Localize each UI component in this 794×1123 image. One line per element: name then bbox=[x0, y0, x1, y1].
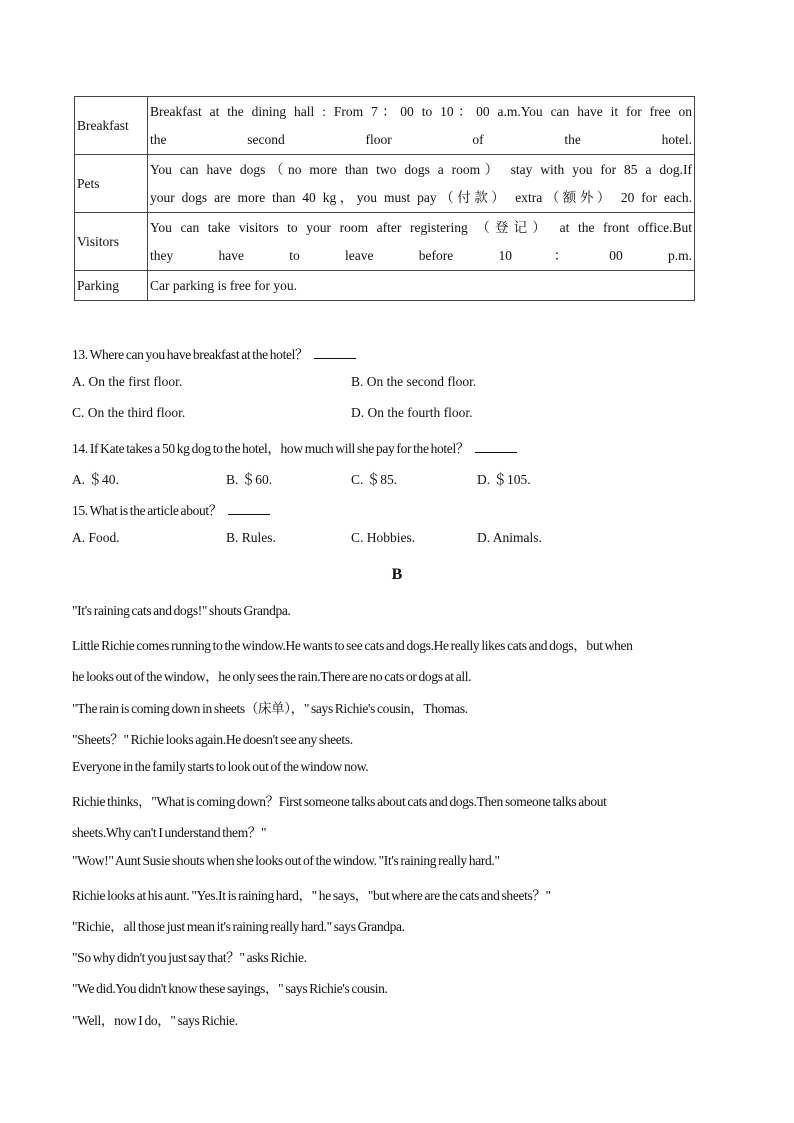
option-b[interactable]: B. ＄60. bbox=[226, 472, 273, 487]
option-c[interactable]: C. ＄85. bbox=[351, 472, 398, 487]
option-d[interactable]: D. Animals. bbox=[477, 530, 542, 545]
passage-line: "We did.You didn't know these sayings，" says Richie's cousin. bbox=[72, 981, 388, 996]
passage-line: "It's raining cats and dogs!" shouts Grandpa. bbox=[72, 603, 291, 618]
row-text: Car parking is free for you. bbox=[148, 271, 695, 301]
question-stem: 15. What is the article about？ bbox=[72, 499, 270, 519]
answer-blank[interactable] bbox=[475, 441, 517, 453]
option-c[interactable]: C. Hobbies. bbox=[351, 530, 416, 545]
passage-line: he looks out of the window，he only sees the rain.There are no cats or dogs at all. bbox=[72, 669, 472, 684]
section-heading: B bbox=[391, 566, 403, 583]
option-d[interactable]: D. On the fourth floor. bbox=[351, 405, 473, 420]
table-row bbox=[75, 271, 695, 301]
option-a[interactable]: A. On the first floor. bbox=[72, 374, 183, 389]
option-b[interactable]: B. On the second floor. bbox=[351, 374, 477, 389]
hotel-rules-table bbox=[74, 96, 695, 301]
row-label: Parking bbox=[75, 271, 148, 301]
table-row bbox=[75, 213, 695, 271]
passage-line: Everyone in the family starts to look out of the window now. bbox=[72, 759, 369, 774]
row-text: You can have dogs（no more than two dogs a room） stay with you for 85 a dog.If your dogs are more than 40 kg，you must pay（付款） extra（额外） 20 for each. bbox=[148, 155, 695, 213]
passage-line: Little Richie comes running to the window.He wants to see cats and dogs.He really likes cats and dogs，but when bbox=[72, 638, 633, 653]
row-text: You can take visitors to your room after registering （登记） at the front office.But they have to leave before 10：00 p.m. bbox=[148, 213, 695, 271]
row-label: Visitors bbox=[75, 213, 148, 271]
question-stem: 13. Where can you have breakfast at the hotel？ bbox=[72, 343, 356, 363]
table-row bbox=[75, 155, 695, 213]
passage-line: sheets.Why can't I understand them？" bbox=[72, 825, 267, 840]
option-a[interactable]: A. Food. bbox=[72, 530, 120, 545]
question-stem: 14. If Kate takes a 50 kg dog to the hotel，how much will she pay for the hotel？ bbox=[72, 437, 517, 457]
answer-blank[interactable] bbox=[228, 503, 270, 515]
row-label: Breakfast bbox=[75, 97, 148, 155]
passage-line: "Richie，all those just mean it's raining really hard." says Grandpa. bbox=[72, 919, 405, 934]
passage-line: "Well，now I do，" says Richie. bbox=[72, 1013, 238, 1028]
option-d[interactable]: D. ＄105. bbox=[477, 472, 531, 487]
passage-line: Richie looks at his aunt. "Yes.It is raining hard，" he says，"but where are the cats and sheets？" bbox=[72, 888, 551, 903]
option-c[interactable]: C. On the third floor. bbox=[72, 405, 186, 420]
option-a[interactable]: A. ＄40. bbox=[72, 472, 119, 487]
row-label: Pets bbox=[75, 155, 148, 213]
passage-line: "The rain is coming down in sheets（床单），" says Richie's cousin，Thomas. bbox=[72, 701, 468, 716]
option-b[interactable]: B. Rules. bbox=[226, 530, 276, 545]
row-text: Breakfast at the dining hall : From 7：00 to 10：00 a.m.You can have it for free on the second floor of the hotel. bbox=[148, 97, 695, 155]
answer-blank[interactable] bbox=[314, 347, 356, 359]
passage-line: "Sheets？" Richie looks again.He doesn't see any sheets. bbox=[72, 732, 353, 747]
passage-line: "Wow!" Aunt Susie shouts when she looks out of the window. "It's raining really hard." bbox=[72, 853, 500, 868]
passage-line: "So why didn't you just say that？" asks Richie. bbox=[72, 950, 307, 965]
table-row bbox=[75, 97, 695, 155]
passage-line: Richie thinks，"What is coming down？First someone talks about cats and dogs.Then someone talks about bbox=[72, 794, 607, 809]
